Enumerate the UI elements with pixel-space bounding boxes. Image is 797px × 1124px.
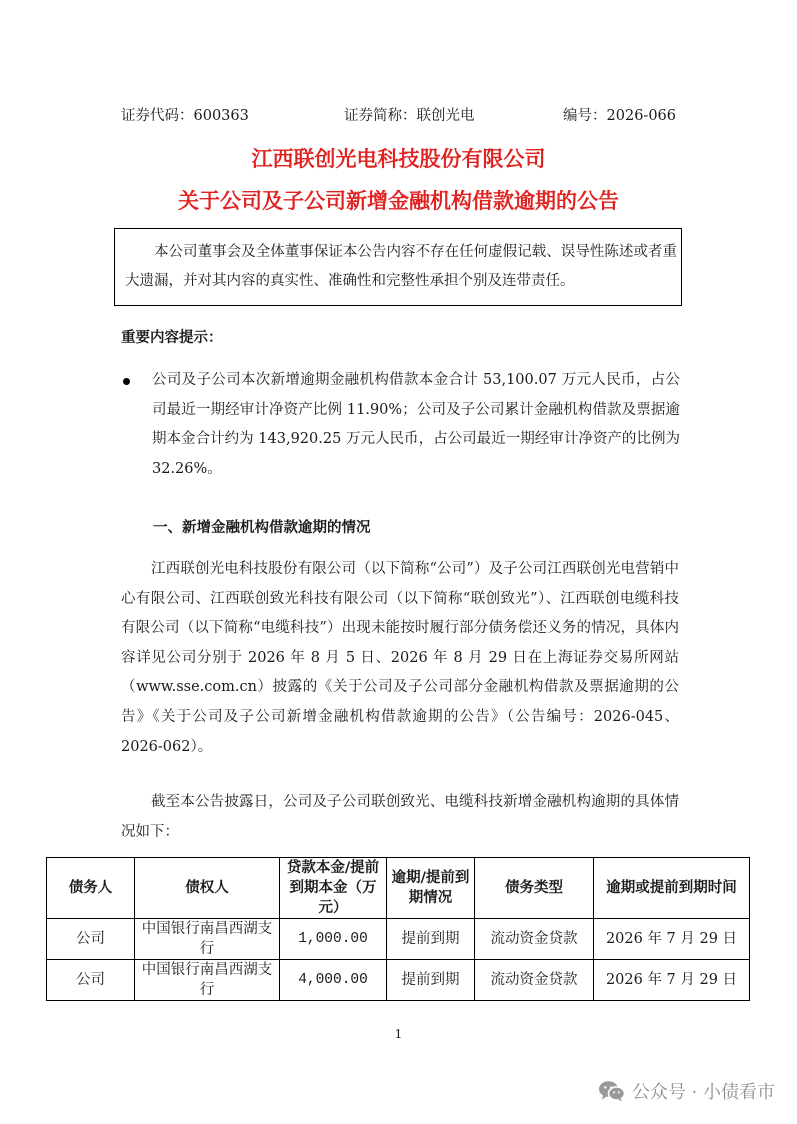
highlights-label: 重要内容提示： (121, 330, 223, 346)
overdue-loans-table (46, 857, 750, 1001)
body-paragraph: 截至本公告披露日，公司及子公司联创致光、电缆科技新增金融机构逾期的具体情况如下： (121, 794, 679, 840)
watermark (598, 1078, 775, 1104)
table-row (47, 960, 750, 1001)
table-cell: 1,000.00 (280, 919, 387, 960)
highlights-bullet-text: 公司及子公司本次新增逾期金融机构借款本金合计 53,100.07 万元人民币，占公司最近一期经审计净资产比例 11.90%；公司及子公司累计金融机构借款及票据逾期本金合计约为 143,920.25 万元人民币，占公司最近一期经审计净资产的比例为 32.26%。 (152, 372, 680, 477)
announcement-number: 编号：2026-066 (563, 108, 676, 124)
table-header-cell: 逾期/提前到期情况 (387, 858, 475, 919)
page-number: 1 (394, 1027, 403, 1041)
table-cell: 流动资金贷款 (475, 919, 594, 960)
wechat-icon (598, 1080, 626, 1102)
table-row (47, 919, 750, 960)
table-header-cell: 债务类型 (475, 858, 594, 919)
table-cell: 公司 (47, 919, 135, 960)
table-header-cell: 债务人 (47, 858, 135, 919)
table-cell: 中国银行南昌西湖支行 (135, 960, 280, 1001)
table-cell: 提前到期 (387, 919, 475, 960)
table-header-row (47, 858, 750, 919)
table-header-cell: 逾期或提前到期时间 (594, 858, 750, 919)
table-cell: 提前到期 (387, 960, 475, 1001)
table-cell: 2026 年 7 月 29 日 (594, 960, 750, 1001)
security-code: 证券代码：600363 (121, 108, 249, 124)
bullet-icon (123, 378, 130, 385)
announcement-title: 关于公司及子公司新增金融机构借款逾期的公告 (178, 189, 619, 213)
table-cell: 2026 年 7 月 29 日 (594, 919, 750, 960)
table-cell: 公司 (47, 960, 135, 1001)
watermark-text: 公众号 · 小债看市 (631, 1082, 775, 1103)
security-abbreviation: 证券简称：联创光电 (344, 108, 475, 124)
board-statement-box: 本公司董事会及全体董事保证本公告内容不存在任何虚假记载、误导性陈述或者重大遗漏，并对其内容的真实性、准确性和完整性承担个别及连带责任。 (114, 228, 682, 306)
table-cell: 中国银行南昌西湖支行 (135, 919, 280, 960)
body-paragraph: 江西联创光电科技股份有限公司（以下简称“公司”）及子公司江西联创光电营销中心有限公司、江西联创致光科技有限公司（以下简称“联创致光”）、江西联创电缆科技有限公司（以下简称“电缆科技”）出现未能按时履行部分债务偿还义务的情况，具体内容详见公司分别于 2026 年 8 月 5 日、2026 年 8 月 29 日在上海证券交易所网站（www.sse.com.cn）披露的《关于公司及子公司部分金融机构借款及票据逾期的公告》《关于公司及子公司新增金融机构借款逾期的公告》（公告编号：2026-045、2026-062）。 (121, 561, 679, 755)
header-line (121, 104, 676, 128)
table-cell: 4,000.00 (280, 960, 387, 1001)
company-title: 江西联创光电科技股份有限公司 (251, 147, 546, 171)
section-heading: 一、新增金融机构借款逾期的情况 (153, 520, 371, 536)
table-header-cell: 债权人 (135, 858, 280, 919)
table-header-cell: 贷款本金/提前到期本金（万元） (280, 858, 387, 919)
table-cell: 流动资金贷款 (475, 960, 594, 1001)
